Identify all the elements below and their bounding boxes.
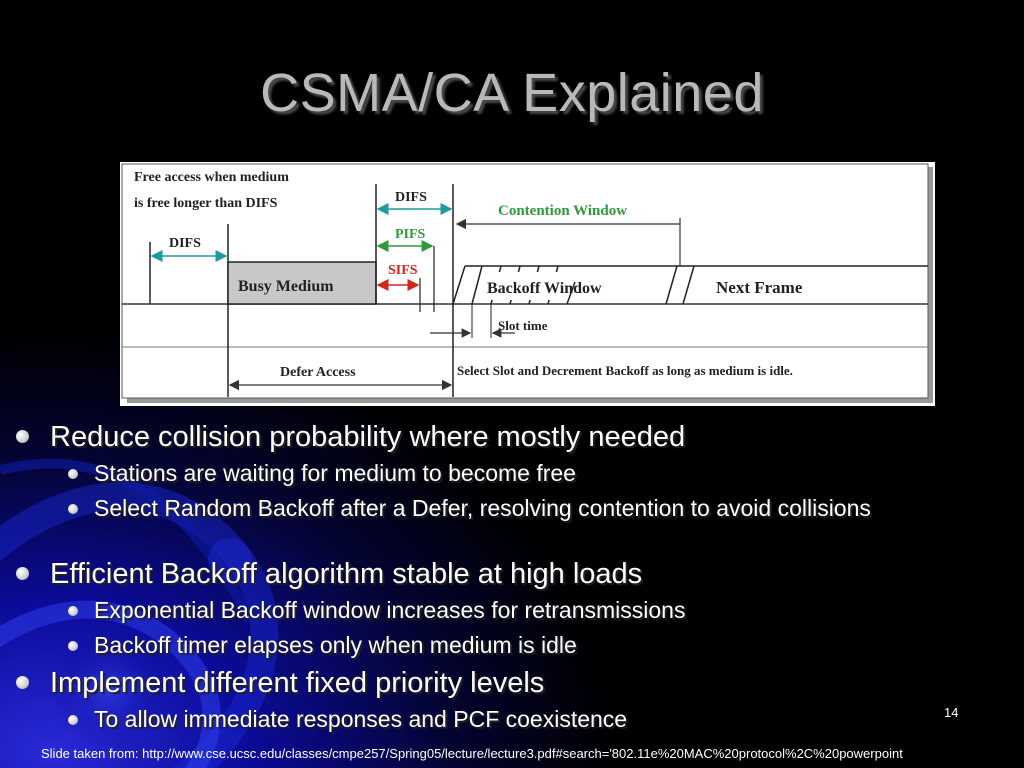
pifs-label: PIFS	[395, 227, 426, 242]
slide-title: CSMA/CA Explained	[260, 63, 764, 123]
bullet-icon	[16, 676, 29, 689]
defer-access-label: Defer Access	[280, 365, 356, 380]
contention-window-label: Contention Window	[498, 203, 628, 219]
page-number: 14	[944, 705, 959, 720]
next-frame-label: Next Frame	[716, 278, 803, 297]
select-slot-label: Select Slot and Decrement Backoff as long as medium is idle.	[457, 363, 793, 378]
slot-time-label: Slot time	[498, 318, 548, 333]
csma-ca-timing-diagram	[120, 162, 935, 406]
sub-bullet-icon	[68, 504, 78, 514]
busy-medium-label: Busy Medium	[238, 278, 334, 295]
sub-bullet-icon	[68, 606, 78, 616]
sub-bullet-icon	[68, 715, 78, 725]
sub-bullet-icon	[68, 469, 78, 479]
bullet-icon	[16, 567, 29, 580]
backoff-window-label: Backoff Window	[487, 280, 602, 297]
sub-bullet-item: Select Random Backoff after a Defer, resolving contention to avoid collisions	[94, 495, 954, 521]
bullet-item: Reduce collision probability where mostly needed	[50, 420, 685, 454]
sub-bullet-item: Stations are waiting for medium to become free	[94, 460, 954, 486]
difs-label-top: DIFS	[395, 190, 427, 205]
free-access-note-line2: is free longer than DIFS	[134, 196, 278, 211]
bullet-icon	[16, 430, 29, 443]
difs-label-left: DIFS	[169, 236, 201, 251]
sub-bullet-icon	[68, 641, 78, 651]
sifs-label: SIFS	[388, 263, 418, 278]
source-footer: Slide taken from: http://www.cse.ucsc.edu/classes/cmpe257/Spring05/lecture/lecture3.pdf#search='802.11e%20MAC%20protocol%2C%20powerpoint	[41, 746, 903, 761]
sub-bullet-item: To allow immediate responses and PCF coexistence	[94, 706, 954, 732]
free-access-note-line1: Free access when medium	[134, 170, 289, 185]
sub-bullet-item: Exponential Backoff window increases for retransmissions	[94, 597, 954, 623]
bullet-item: Implement different fixed priority levels	[50, 666, 544, 700]
bullet-item: Efficient Backoff algorithm stable at high loads	[50, 557, 642, 591]
sub-bullet-item: Backoff timer elapses only when medium is idle	[94, 632, 954, 658]
